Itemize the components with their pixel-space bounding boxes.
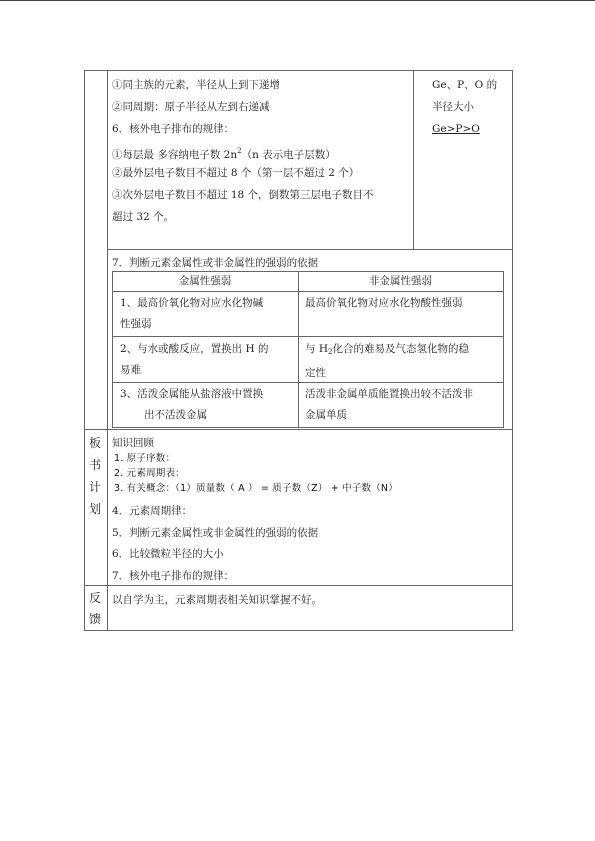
nonmetal-row-3-line-1: 活泼非金属单质能置换出较不活泼非 bbox=[305, 388, 473, 400]
board-plan-label-4: 划 bbox=[88, 502, 101, 516]
feedback-text: 以自学为主，元素周期表相关知识掌握不好。 bbox=[112, 594, 322, 606]
metal-row-2 bbox=[120, 339, 269, 381]
table-border-top bbox=[84, 70, 513, 71]
radius-rule-group: ①同主族的元素，半径从上到下递增 bbox=[112, 79, 280, 91]
review-item-3: 3. 有关概念：（1）质量数（ A ） = 质子数（Z） + 中子数（N） bbox=[114, 483, 398, 494]
nonmetal-row-2-line-2: 定性 bbox=[305, 367, 326, 379]
metal-row-1-line-1: 1、最高价氧化物对应水化物碱 bbox=[120, 297, 264, 309]
metal-row-3 bbox=[120, 384, 263, 426]
side-note-answer: Ge>P>O bbox=[432, 123, 480, 135]
criteria-header-divider bbox=[112, 291, 504, 292]
criteria-table bbox=[112, 271, 504, 428]
feedback-label-1: 反 bbox=[88, 591, 101, 605]
review-item-5: 5．判断元素金属性或非金属性的强弱的依据 bbox=[112, 527, 319, 539]
metal-row-1-line-2: 性强弱 bbox=[120, 318, 152, 330]
review-item-2: 2. 元素周期表： bbox=[114, 468, 185, 479]
criteria-title: 7．判断元素金属性或非金属性的强弱的依据 bbox=[112, 257, 319, 269]
metal-row-3-line-1: 3、活泼金属能从盐溶液中置换 bbox=[120, 388, 264, 400]
metal-row-3-line-2: 出不活泼金属 bbox=[144, 409, 207, 421]
criteria-border-left bbox=[112, 271, 113, 428]
nonmetal-row-2-line-1: 与 $H_2$化合的难易及气态氢化物的稳 bbox=[305, 343, 469, 356]
review-item-1: 1. 原子序数： bbox=[114, 453, 176, 464]
electron-rules-heading: 6．核外电子排布的规律： bbox=[112, 123, 235, 135]
nonmetal-row-1 bbox=[305, 293, 463, 314]
review-item-6: 6．比较微粒半径的大小 bbox=[112, 548, 224, 560]
criteria-border-right bbox=[503, 271, 504, 428]
nonmetal-row-1-line-1: 最高价氧化物对应水化物酸性强弱 bbox=[305, 297, 463, 309]
side-note-divider bbox=[413, 70, 414, 249]
nonmetal-row-2 bbox=[305, 339, 469, 384]
table-border-right bbox=[512, 70, 513, 631]
criteria-border-top bbox=[112, 271, 504, 272]
table-border-bottom bbox=[84, 630, 513, 631]
section-divider-3 bbox=[84, 585, 513, 586]
review-item-4: 4．元素周期律： bbox=[112, 505, 193, 517]
page-top-rule bbox=[0, 0, 595, 1]
side-note-line-2: 半径大小 bbox=[432, 101, 474, 113]
metal-row-2-line-1: 2、与水或酸反应，置换出 H 的 bbox=[120, 343, 269, 355]
board-plan-label-3: 计 bbox=[88, 480, 101, 494]
electron-rule-1: ①每层最 多容纳电子数 $2n^2(n$ 表示电子层数） bbox=[112, 147, 336, 161]
section-divider-1 bbox=[107, 249, 513, 250]
electron-rule-2: ②最外层电子数目不超过 8 个（第一层不超过 2 个） bbox=[112, 167, 360, 179]
label-column-divider bbox=[107, 70, 108, 631]
board-plan-label-2: 书 bbox=[88, 458, 101, 472]
metal-row-2-line-2: 易难 bbox=[120, 364, 141, 376]
metal-row-1 bbox=[120, 293, 263, 335]
board-plan-label-1: 板 bbox=[88, 436, 101, 450]
header-nonmetallic: 非金属性强弱 bbox=[369, 275, 432, 287]
header-metallic: 金属性强弱 bbox=[178, 275, 232, 287]
section-divider-2 bbox=[84, 429, 513, 430]
side-note-line-1: Ge、P、O 的 bbox=[432, 79, 498, 91]
criteria-row-divider-1 bbox=[112, 336, 504, 337]
feedback-label-2: 馈 bbox=[88, 612, 101, 626]
review-heading: 知识回顾 bbox=[112, 437, 154, 449]
review-item-7: 7．核外电子排布的规律： bbox=[112, 570, 235, 582]
table-border-left bbox=[84, 70, 85, 631]
criteria-column-divider bbox=[298, 271, 299, 428]
electron-rule-3-cont: 超过 32 个。 bbox=[112, 211, 175, 223]
criteria-border-bottom bbox=[112, 427, 504, 428]
nonmetal-row-3 bbox=[305, 384, 473, 426]
lesson-plan-table bbox=[84, 70, 513, 631]
radius-rule-period: ②同周期：原子半径从左到右递减 bbox=[112, 101, 270, 113]
nonmetal-row-3-line-2: 金属单质 bbox=[305, 409, 347, 421]
electron-rule-3: ③次外层电子数目不超过 18 个，倒数第三层电子数目不 bbox=[112, 189, 374, 201]
